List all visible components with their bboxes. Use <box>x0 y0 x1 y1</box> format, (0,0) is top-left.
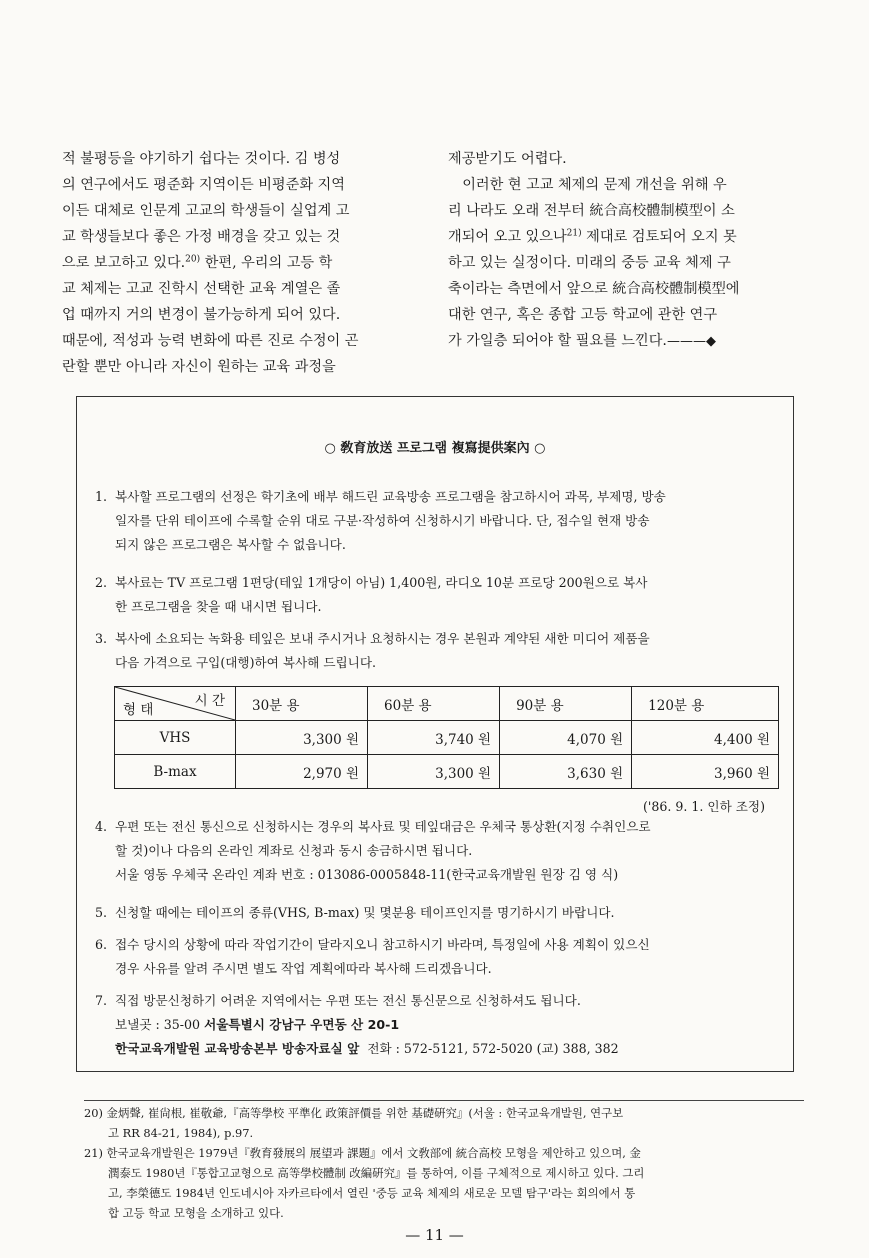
price-cell: 4,400 원 <box>632 721 779 755</box>
right-column <box>448 146 804 355</box>
body-line: 이든 대체로 인문계 고교의 학생들이 실업계 고 <box>62 203 350 219</box>
item-line: 우편 또는 전신 통신으로 신청하시는 경우의 복사료 및 테잎대금은 우체국 통상환(지정 수취인으로 <box>115 819 651 834</box>
notice-item-6 <box>95 933 785 981</box>
office-line <box>115 1037 785 1061</box>
footnote-line: 21) 한국교육개발원은 1979년『敎育發展의 展望과 課題』에서 文敎部에 統合高校 모형을 제안하고 있으며, 金 <box>84 1146 641 1160</box>
price-cell: 3,960 원 <box>632 755 779 789</box>
body-line <box>448 328 804 355</box>
notice-item-2 <box>95 571 785 619</box>
body-line: 축이라는 측면에서 앞으로 統合高校體制模型에 <box>448 281 740 297</box>
notice-item-3 <box>95 627 785 675</box>
item-number: 7. <box>95 993 108 1008</box>
duration-header: 120분 용 <box>632 687 779 721</box>
body-line-fragment: 으로 보고하고 있다. <box>62 255 186 271</box>
table-corner-cell <box>115 687 236 721</box>
footnote-line: 20) 金炳聲, 崔尙根, 崔敬爺,『高等學校 平準化 政策評價를 위한 基礎硏究』(서울 : 한국교육개발원, 연구보 <box>84 1106 624 1120</box>
item-line: 신청할 때에는 테이프의 종류(VHS, B-max) 및 몇분용 테이프인지를 명기하시기 바랍니다. <box>115 905 615 920</box>
table-row <box>115 721 779 755</box>
revision-note: ('86. 9. 1. 인하 조정) <box>642 799 765 814</box>
body-line-fragment: 가 가일층 되어야 할 필요를 느낀다. <box>448 333 667 349</box>
item-line: 되지 않은 프로그램은 복사할 수 없읍니다. <box>115 537 346 552</box>
item-line: 접수 당시의 상황에 따라 작업기간이 달라지오니 참고하시기 바라며, 특정일에 사용 계획이 있으신 <box>115 937 650 952</box>
body-line: 의 연구에서도 평준화 지역이든 비평준화 지역 <box>62 177 345 193</box>
item-line: 복사료는 TV 프로그램 1편당(테잎 1개당이 아님) 1,400원, 라디오 10분 프로당 200원으로 복사 <box>115 575 648 590</box>
item-line: 복사할 프로그램의 선정은 학기초에 배부 해드린 교육방송 프로그램을 참고하시어 과목, 부제명, 방송 <box>115 489 666 504</box>
notice-item-7 <box>95 989 785 1061</box>
row-type: B-max <box>115 755 236 789</box>
item-number: 6. <box>95 937 108 952</box>
footnote-ref-20: 20) <box>185 254 201 265</box>
item-number: 1. <box>95 489 108 504</box>
item-number: 3. <box>95 631 108 646</box>
duration-header: 60분 용 <box>368 687 500 721</box>
price-cell: 3,300 원 <box>368 755 500 789</box>
item-number: 4. <box>95 819 108 834</box>
phone-numbers: 전화 : 572-5121, 572-5020 (교) 388, 382 <box>367 1041 619 1056</box>
body-line: 리 나라도 오래 전부터 統合高校體制模型이 소 <box>448 203 735 219</box>
body-line-fragment: 개되어 오고 있으나 <box>448 229 567 245</box>
address-line <box>115 1013 785 1037</box>
footnote-line: 고, 李榮德도 1984년 인도네시아 자카르타에서 열린 '중등 교육 체제의 새로운 모델 탐구'라는 회의에서 통 <box>108 1186 636 1200</box>
price-cell: 4,070 원 <box>500 721 632 755</box>
item-line: 다음 가격으로 구입(대행)하여 복사해 드립니다. <box>115 655 376 670</box>
notice-title: ○ 敎育放送 프로그램 複寫提供案內 ○ <box>324 441 546 456</box>
item-line: 한 프로그램을 찾을 때 내시면 됩니다. <box>115 599 322 614</box>
price-cell: 3,300 원 <box>236 721 368 755</box>
body-line: 이러한 현 고교 체제의 문제 개선을 위해 우 <box>462 177 727 193</box>
page-number: — 11 — <box>405 1226 464 1244</box>
item-line: 서울 영동 우체국 온라인 계좌 번호 : 013086-0005848-11(한국교육개발원 원장 김 영 식) <box>115 867 619 882</box>
body-line <box>62 250 422 276</box>
price-cell: 2,970 원 <box>236 755 368 789</box>
body-line: 때문에, 적성과 능력 변화에 따른 진로 수정이 곤 <box>62 333 359 349</box>
end-mark-icon: ———◆ <box>666 334 716 349</box>
duration-header: 90분 용 <box>500 687 632 721</box>
body-line <box>448 224 804 250</box>
price-cell: 3,630 원 <box>500 755 632 789</box>
body-line: 하고 있는 실정이다. 미래의 중등 교육 체제 구 <box>448 255 731 271</box>
price-cell: 3,740 원 <box>368 721 500 755</box>
table-row <box>115 755 779 789</box>
body-line: 업 때까지 거의 변경이 불가능하게 되어 있다. <box>62 307 341 323</box>
item-number: 5. <box>95 905 108 920</box>
address-label: 보낼곳 : 35-00 <box>115 1017 201 1032</box>
price-table <box>114 686 779 789</box>
footnote-line: 潤泰도 1980년『통합고교형으로 高等學校體制 改編硏究』를 통하여, 이를 구체적으로 제시하고 있다. 그리 <box>108 1166 645 1180</box>
corner-time-label: 시 간 <box>194 693 225 709</box>
body-line: 적 불평등을 야기하기 쉽다는 것이다. 김 병성 <box>62 151 341 167</box>
item-line: 경우 사유를 알려 주시면 별도 작업 계획에따라 복사해 드리겠읍니다. <box>115 961 492 976</box>
left-column <box>62 146 422 380</box>
item-number: 2. <box>95 575 108 590</box>
item-line: 할 것)이나 다음의 온라인 계좌로 신청과 동시 송금하시면 됩니다. <box>115 843 473 858</box>
body-line-fragment: 제대로 검토되어 오지 못 <box>586 229 737 245</box>
body-line: 제공받기도 어렵다. <box>448 151 567 167</box>
notice-item-5 <box>95 901 785 925</box>
notice-item-4 <box>95 815 785 887</box>
body-line: 교 체제는 고교 진학시 선택한 교육 계열은 졸 <box>62 281 341 297</box>
office-name: 한국교육개발원 교육방송본부 방송자료실 앞 <box>115 1041 360 1056</box>
duration-header: 30분 용 <box>236 687 368 721</box>
item-line: 복사에 소요되는 녹화용 테잎은 보내 주시거나 요청하시는 경우 본원과 계약된 새한 미디어 제품을 <box>115 631 650 646</box>
footnote-line: 합 고등 학교 모형을 소개하고 있다. <box>108 1206 284 1220</box>
corner-type-label: 형 태 <box>123 702 154 718</box>
footnote-line: 고 RR 84-21, 1984), p.97. <box>108 1126 254 1140</box>
table-header-row <box>115 687 779 721</box>
body-line-fragment: 한편, 우리의 고등 학 <box>204 255 333 271</box>
row-type: VHS <box>115 721 236 755</box>
body-line: 교 학생들보다 좋은 가정 배경을 갖고 있는 것 <box>62 229 341 245</box>
footnote-ref-21: 21) <box>566 228 582 239</box>
body-line: 란할 뿐만 아니라 자신이 원하는 교육 과정을 <box>62 359 336 375</box>
item-line: 일자를 단위 테이프에 수록할 순위 대로 구분·작성하여 신청하시기 바랍니다. 단, 접수일 현재 방송 <box>115 513 650 528</box>
footnotes <box>84 1100 804 1223</box>
notice-item-1 <box>95 485 785 557</box>
item-line: 직접 방문신청하기 어려운 지역에서는 우편 또는 전신 통신문으로 신청하셔도 됩니다. <box>115 993 581 1008</box>
address-value: 서울특별시 강남구 우면동 산 20-1 <box>204 1017 400 1032</box>
body-line: 대한 연구, 혹은 종합 고등 학교에 관한 연구 <box>448 307 718 323</box>
